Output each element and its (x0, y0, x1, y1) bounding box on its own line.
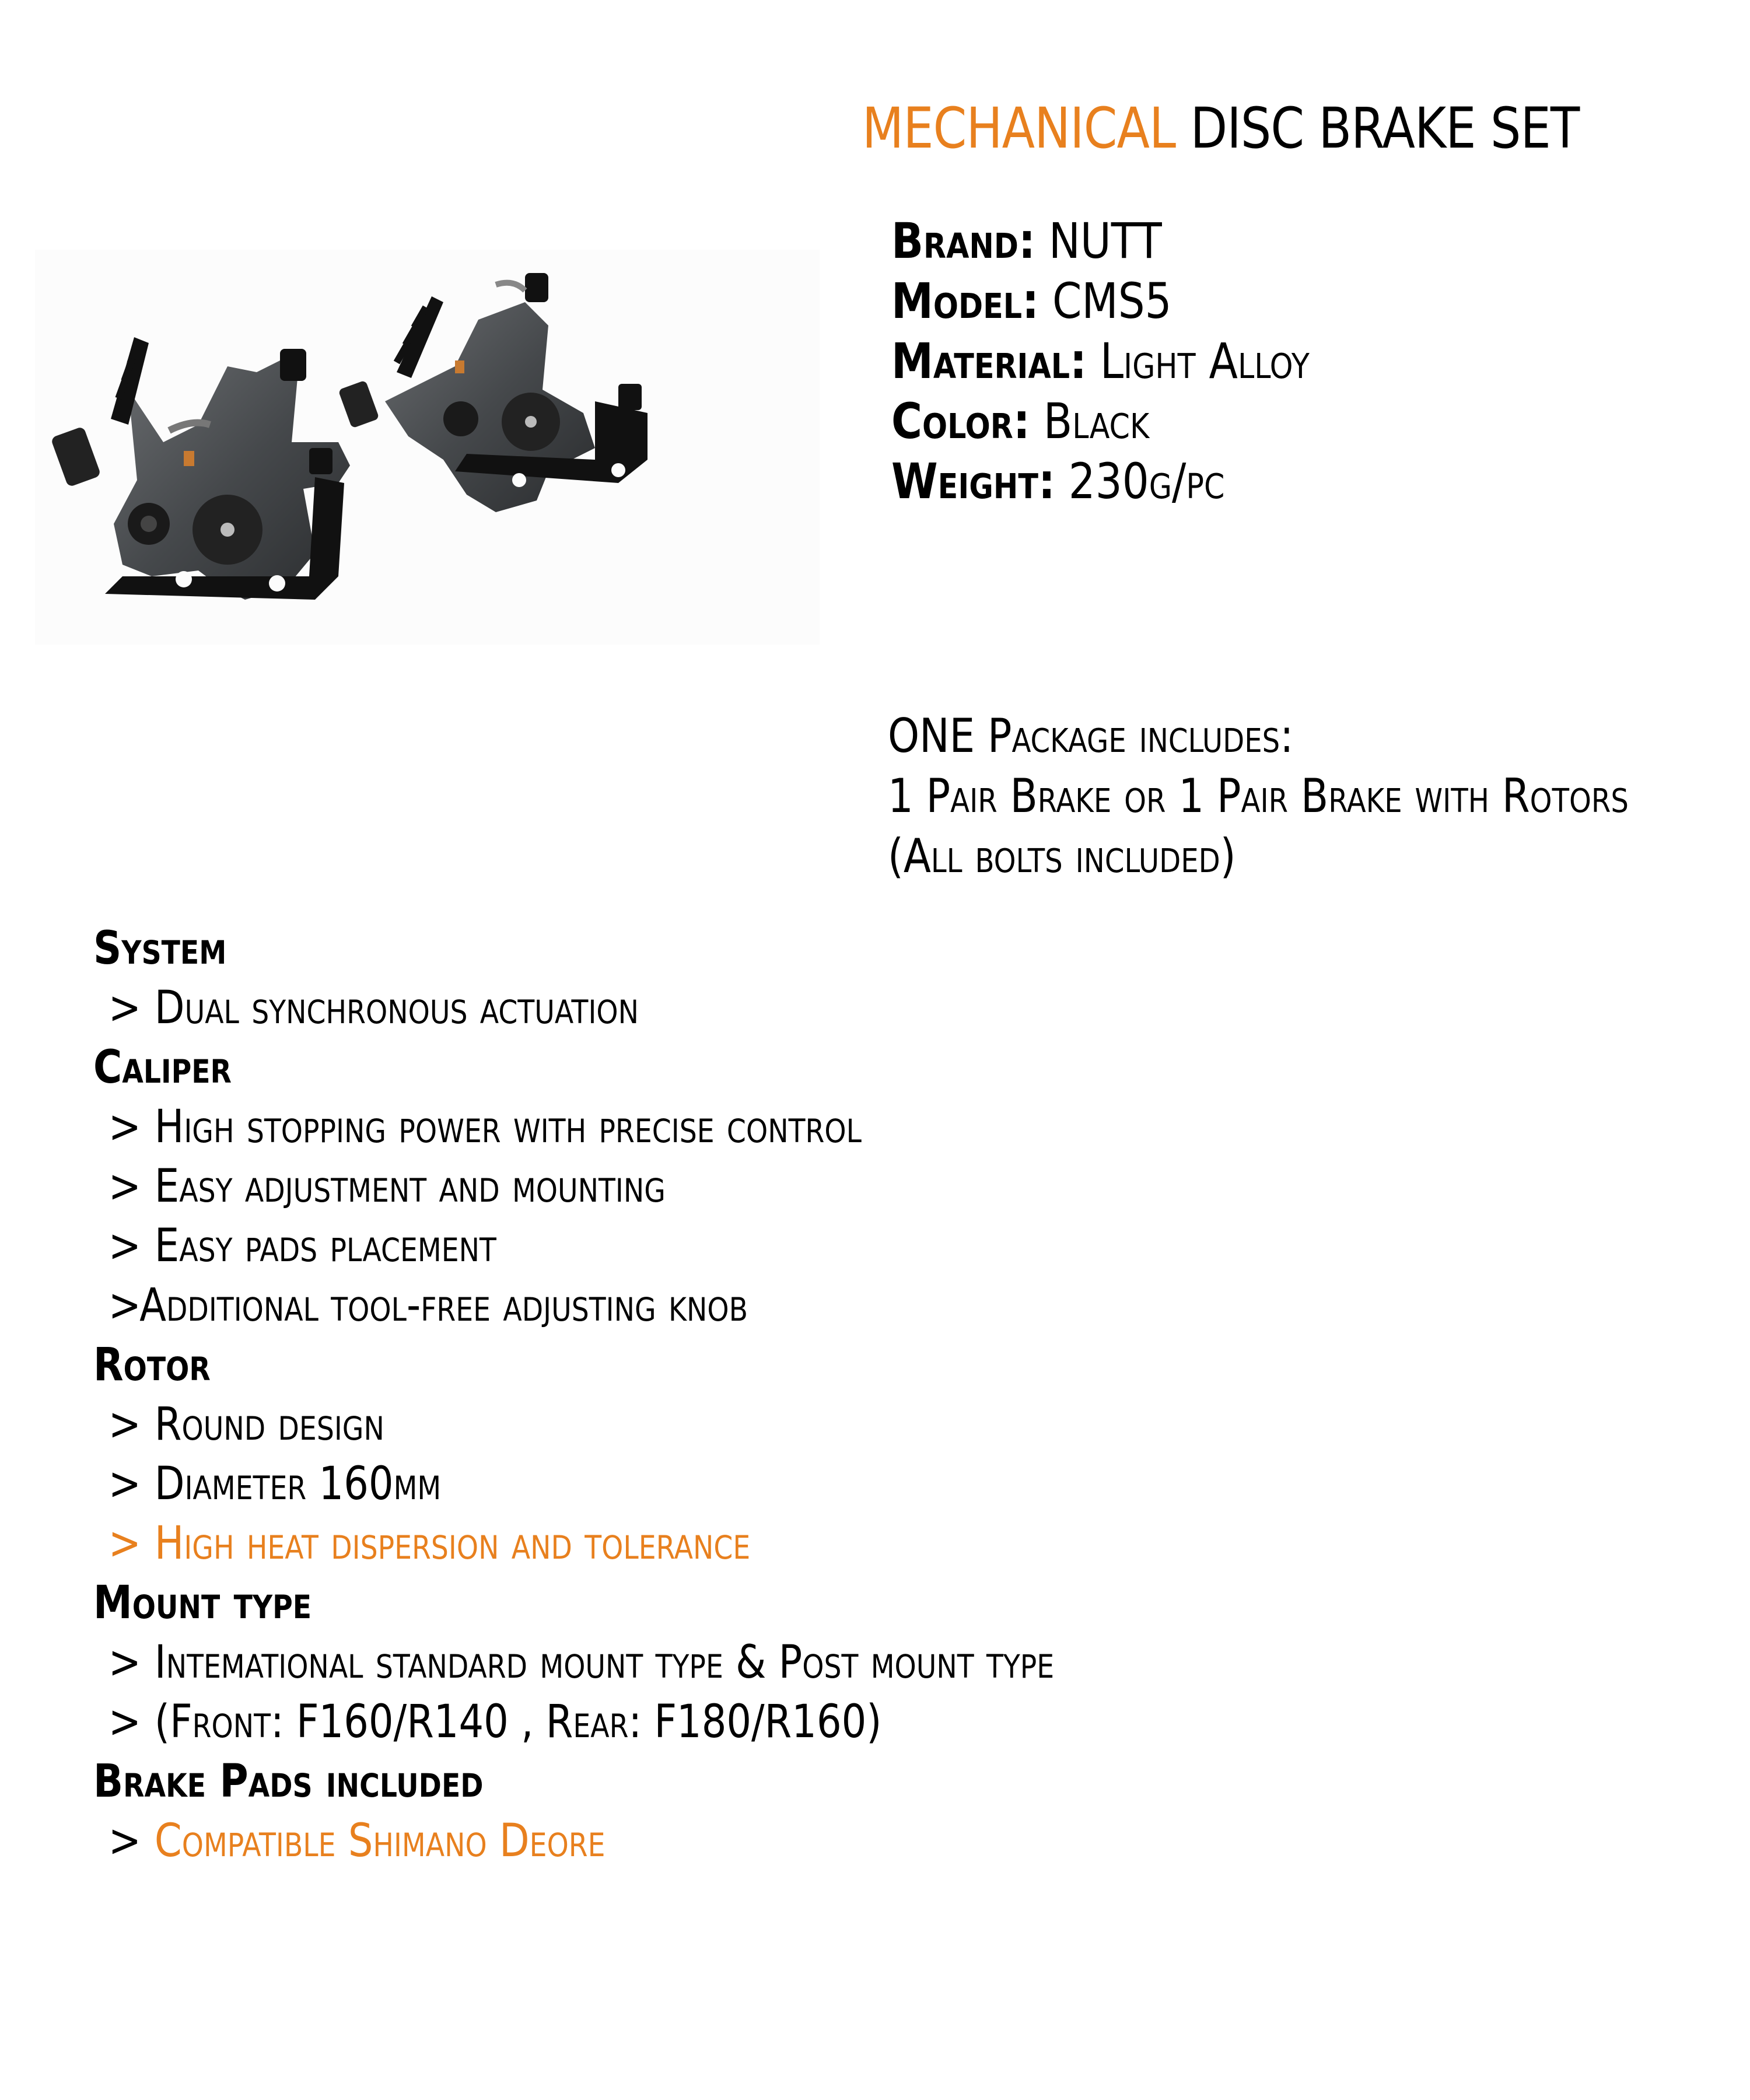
section-heading-system: System (93, 922, 227, 975)
chevron-bullet-icon: > (108, 1160, 142, 1213)
spec-label: Model: (891, 272, 1040, 330)
title-accent: MECHANICAL (862, 96, 1176, 161)
page-title (862, 93, 1579, 163)
spec-value: 230g/pc (1068, 453, 1225, 510)
spec-brand (891, 211, 1310, 271)
feature-item: > (Front: F160/R140 , Rear: F180/R160) (93, 1692, 1054, 1752)
chevron-bullet-icon: > (108, 982, 142, 1034)
chevron-bullet-icon: > (108, 1517, 142, 1570)
feature-item: > Round design (93, 1395, 1054, 1454)
package-contents (888, 706, 1749, 886)
package-line: 1 Pair Brake or 1 Pair Brake with Rotors (888, 769, 1629, 823)
chevron-bullet-icon: > (108, 1815, 142, 1867)
feature-item: > Easy pads placement (93, 1216, 1054, 1276)
section-heading-brake-pads: Brake Pads included (93, 1755, 484, 1808)
chevron-bullet-icon: > (108, 1398, 142, 1451)
spec-weight (891, 452, 1310, 512)
chevron-bullet-icon: > (108, 1220, 142, 1272)
spec-label: Weight: (891, 453, 1055, 510)
feature-item: > Dual synchronous actuation (93, 978, 1054, 1038)
chevron-bullet-icon: > (108, 1279, 142, 1332)
feature-item: >Additional tool-free adjusting knob (93, 1276, 1054, 1335)
feature-item-highlighted: > Compatible Shimano Deore (93, 1811, 1054, 1871)
package-heading: ONE Package includes: (888, 709, 1294, 763)
feature-item: > Easy adjustment and mounting (93, 1157, 1054, 1216)
feature-item: > Intemational standard mount type & Post mount type (93, 1633, 1054, 1692)
chevron-bullet-icon: > (108, 1636, 142, 1689)
section-heading-rotor: Rotor (93, 1339, 211, 1391)
spec-label: Material: (891, 332, 1087, 390)
brake-caliper-image (35, 250, 820, 645)
spec-color (891, 391, 1310, 452)
spec-label: Color: (891, 393, 1030, 450)
section-heading-mount-type: Mount type (93, 1577, 312, 1629)
spec-list (891, 211, 1378, 512)
section-heading-caliper: Caliper (93, 1041, 232, 1094)
spec-value: Black (1043, 393, 1150, 450)
spec-value: Light Alloy (1100, 332, 1310, 390)
spec-label: Brand: (891, 212, 1035, 270)
package-note: (All bolts included) (888, 829, 1236, 883)
chevron-bullet-icon: > (108, 1458, 142, 1510)
chevron-bullet-icon: > (108, 1101, 142, 1153)
spec-model (891, 271, 1310, 331)
title-rest: DISC BRAKE SET (1190, 96, 1580, 161)
feature-item: > Diameter 160mm (93, 1454, 1054, 1514)
product-photo (35, 250, 820, 645)
chevron-bullet-icon: > (108, 1696, 142, 1748)
feature-list (93, 919, 1210, 1871)
feature-item: > High stopping power with precise control (93, 1097, 1054, 1157)
spec-material (891, 331, 1310, 391)
spec-value: CMS5 (1052, 272, 1172, 330)
spec-value: NUTT (1048, 212, 1162, 270)
feature-item-highlighted: > High heat dispersion and tolerance (93, 1514, 1054, 1573)
